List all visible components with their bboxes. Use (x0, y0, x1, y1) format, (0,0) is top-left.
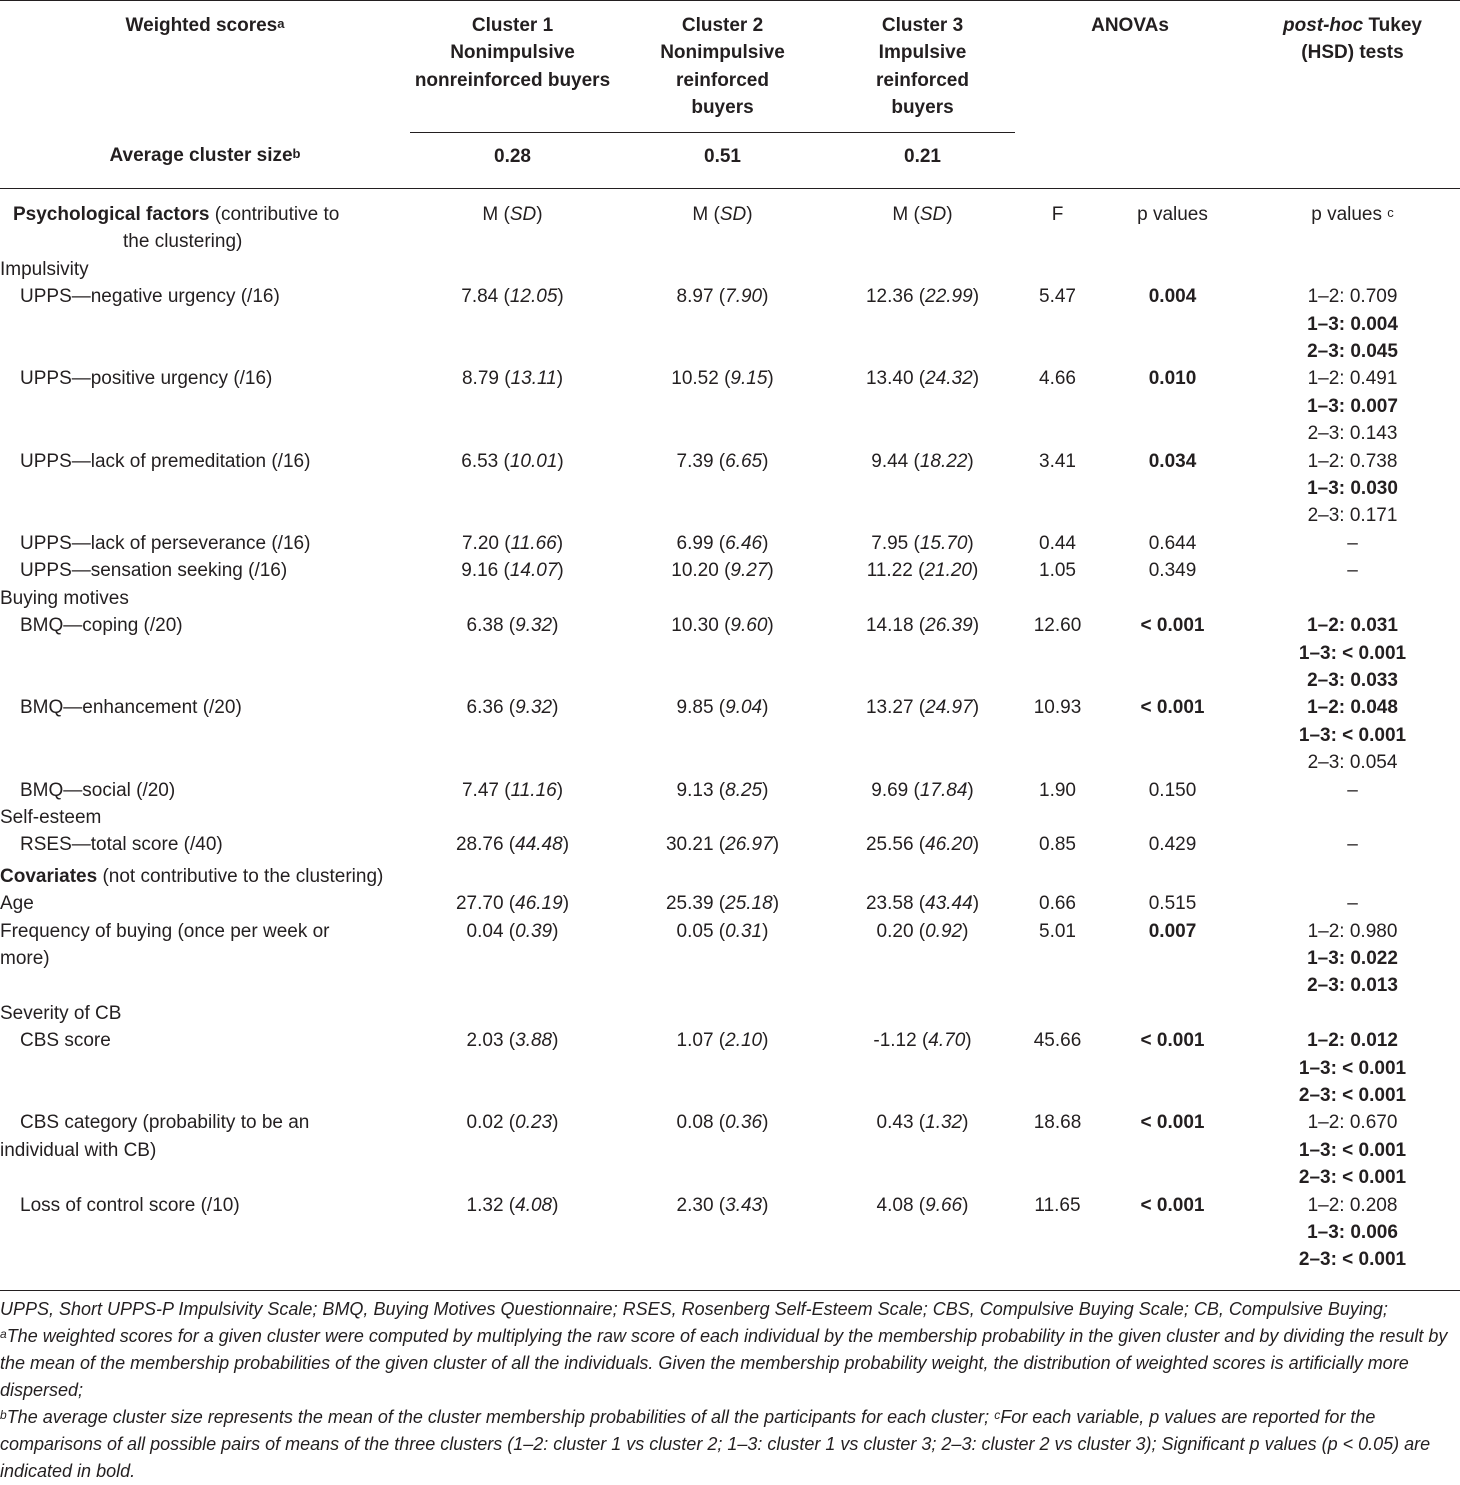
row-label: BMQ—social (/20) (20, 779, 176, 801)
avg-cluster-size-label: Average cluster size (109, 145, 293, 166)
cluster2-value: 7.39 (6.65) (676, 450, 769, 472)
cluster2-value: 10.52 (9.15) (671, 368, 774, 390)
p-value: 0.644 (1148, 532, 1197, 554)
tukey-comparison: – (1347, 560, 1358, 582)
tukey-values (1245, 918, 1460, 1000)
tukey-comparison: 1–2: 0.031 (1307, 615, 1398, 637)
tukey-comparison: 1–2: 0.491 (1307, 368, 1398, 390)
tukey-comparison: 2–3: 0.013 (1307, 975, 1398, 997)
tukey-p-header: p values $^c$ (1311, 204, 1394, 225)
p-value: 0.515 (1148, 893, 1197, 915)
cluster3-value: 9.44 (18.22) (871, 450, 974, 472)
tukey-comparison: 1–2: 0.738 (1307, 450, 1398, 472)
table-row (0, 694, 1460, 776)
tukey-comparison: 1–3: < 0.001 (1298, 1057, 1407, 1079)
cluster2-value: 10.30 (9.60) (671, 615, 774, 637)
tukey-comparison: 1–2: 0.208 (1307, 1194, 1398, 1216)
f-value: 1.90 (1039, 779, 1076, 801)
row-label: BMQ—enhancement (/20) (20, 697, 242, 719)
msd-header-1: M (SD) (482, 204, 543, 225)
posthoc-header: post-hoc Tukey (HSD) tests (1282, 15, 1422, 64)
row-label: Age (0, 893, 34, 915)
cluster2-value: 1.07 (2.10) (676, 1030, 769, 1052)
table-row (0, 612, 1460, 694)
table-row (0, 1027, 1460, 1109)
table-row (0, 557, 1460, 584)
p-value: 0.349 (1148, 560, 1197, 582)
cluster1-value: 7.47 (11.16) (461, 779, 564, 801)
table-row (0, 448, 1460, 530)
footnote-body: $^a$The weighted scores for a given cluster were computed by multiplying the raw score of each individual by the membership probability in the given cluster and by dividing the result by the mean of the membership probabilities of the given cluster of all the individuals. Given the membership probability weight, the distribution of weighted scores is artificially more dispersed; $^b$The average cluster size represents the mean of the cluster membership probabilities of all the participants for each cluster; $^c$For each variable, p values are reported for the comparisons of all possible pairs of means of the three clusters (1–2: cluster 1 vs cluster 2; 1–3: cluster 1 vs cluster 3; 2–3: cluster 2 vs cluster 3); Significant p values (p < 0.05) are indicated in bold. (0, 1326, 1448, 1481)
table-row (0, 365, 1460, 447)
cluster3-value: 4.08 (9.66) (876, 1194, 969, 1216)
cluster3-value: 9.69 (17.84) (871, 779, 974, 801)
cluster3-value: 11.22 (21.20) (866, 560, 979, 582)
section-label: Severity of CB (0, 1002, 122, 1024)
cluster1-value: 1.32 (4.08) (466, 1194, 559, 1216)
row-label: CBS score (20, 1030, 111, 1052)
cluster2-value: 10.20 (9.27) (671, 560, 774, 582)
tukey-comparison: 2–3: 0.054 (1307, 752, 1398, 774)
row-label: RSES—total score (/40) (20, 834, 223, 856)
p-header: p values (1137, 204, 1208, 225)
tukey-comparison: 1–3: < 0.001 (1298, 724, 1407, 746)
tukey-comparison: 1–3: < 0.001 (1298, 1139, 1407, 1161)
tukey-comparison: – (1347, 779, 1358, 801)
p-value: 0.010 (1148, 368, 1197, 390)
cluster1-value: 0.04 (0.39) (466, 920, 559, 942)
tukey-values (1245, 777, 1460, 804)
table-row (0, 918, 1460, 1000)
tukey-comparison: 1–3: 0.006 (1307, 1222, 1398, 1244)
table-row (0, 1192, 1460, 1274)
row-label: CBS category (probability to be an individual with CB) (0, 1112, 310, 1161)
tukey-values (1245, 612, 1460, 694)
tukey-comparison: 2–3: < 0.001 (1298, 1167, 1407, 1189)
tukey-values (1245, 283, 1460, 365)
tukey-comparison: – (1347, 893, 1358, 915)
psych-factors-heading: Psychological factors (contributive to the clustering) (13, 204, 340, 253)
f-value: 12.60 (1033, 615, 1082, 637)
p-value: 0.034 (1148, 450, 1197, 472)
f-value: 0.44 (1039, 532, 1076, 554)
row-label: UPPS—lack of perseverance (/16) (20, 532, 311, 554)
p-value: < 0.001 (1140, 1112, 1205, 1134)
tukey-values (1245, 530, 1460, 557)
tukey-values (1245, 831, 1460, 858)
footnotes (0, 1296, 1460, 1485)
cluster2-value: 0.05 (0.31) (676, 920, 769, 942)
tukey-comparison: 1–2: 0.980 (1307, 920, 1398, 942)
tukey-comparison: 1–2: 0.709 (1307, 286, 1398, 308)
p-value: 0.150 (1148, 779, 1197, 801)
avg-cluster3: 0.21 (830, 132, 1015, 189)
tukey-values (1245, 365, 1460, 447)
cluster3-value: 13.27 (24.97) (865, 697, 980, 719)
cluster3-value: 14.18 (26.39) (865, 615, 980, 637)
covariates-heading-row (0, 859, 1460, 890)
f-value: 3.41 (1039, 450, 1076, 472)
cluster1-header: Cluster 1 Nonimpulsive nonreinforced buyers (410, 0, 615, 132)
cluster1-value: 27.70 (46.19) (455, 893, 570, 915)
tukey-comparison: 1–3: 0.007 (1307, 395, 1398, 417)
section-row (0, 804, 1460, 831)
footnote-a-marker: a (277, 16, 285, 31)
f-value: 0.66 (1039, 893, 1076, 915)
cluster3-value: -1.12 (4.70) (873, 1030, 972, 1052)
cluster2-value: 6.99 (6.46) (676, 532, 769, 554)
tukey-comparison: 2–3: 0.045 (1307, 341, 1398, 363)
f-value: 5.47 (1039, 286, 1076, 308)
tukey-comparison: 1–2: 0.670 (1307, 1112, 1398, 1134)
f-value: 45.66 (1033, 1030, 1082, 1052)
cluster3-value: 0.20 (0.92) (876, 920, 969, 942)
cluster1-value: 6.38 (9.32) (466, 615, 559, 637)
row-label: Loss of control score (/10) (20, 1194, 240, 1216)
tukey-comparison: 1–3: < 0.001 (1298, 642, 1407, 664)
avg-cluster-size-row: Average cluster size$^b$ 0.28 0.51 0.21 (0, 132, 1460, 189)
cluster1-value: 28.76 (44.48) (455, 834, 570, 856)
tukey-comparison: 2–3: 0.171 (1307, 505, 1398, 527)
tukey-values (1245, 1192, 1460, 1274)
table-row (0, 530, 1460, 557)
f-header: F (1051, 204, 1064, 225)
tukey-comparison: 1–2: 0.012 (1307, 1030, 1398, 1052)
tukey-values (1245, 1109, 1460, 1191)
table-row (0, 283, 1460, 365)
cluster2-value: 30.21 (26.97) (665, 834, 780, 856)
p-value: 0.429 (1148, 834, 1197, 856)
table-row (0, 831, 1460, 858)
p-value: < 0.001 (1140, 1194, 1205, 1216)
msd-header-3: M (SD) (892, 204, 953, 225)
cluster3-value: 23.58 (43.44) (865, 893, 980, 915)
table-row (0, 777, 1460, 804)
row-label: UPPS—sensation seeking (/16) (20, 560, 288, 582)
tukey-comparison: 1–3: 0.004 (1307, 313, 1398, 335)
f-value: 10.93 (1033, 697, 1082, 719)
p-value: 0.007 (1148, 920, 1197, 942)
cluster2-header: Cluster 2 Nonimpulsive reinforced buyers (615, 0, 830, 132)
cluster2-value: 0.08 (0.36) (676, 1112, 769, 1134)
weighted-scores-header: Weighted scores (125, 15, 278, 36)
section-label: Self-esteem (0, 806, 102, 828)
cluster1-value: 6.53 (10.01) (461, 450, 564, 472)
tukey-comparison: 1–2: 0.048 (1307, 697, 1398, 719)
tukey-comparison: 1–3: 0.030 (1307, 478, 1398, 500)
section-label: Buying motives (0, 587, 129, 609)
cluster3-value: 12.36 (22.99) (865, 286, 980, 308)
cluster2-value: 2.30 (3.43) (676, 1194, 769, 1216)
f-value: 1.05 (1039, 560, 1076, 582)
tukey-values (1245, 1027, 1460, 1109)
f-value: 5.01 (1039, 920, 1076, 942)
cluster1-value: 2.03 (3.88) (466, 1030, 559, 1052)
tukey-values (1245, 890, 1460, 917)
p-value: < 0.001 (1140, 697, 1205, 719)
section-row (0, 1000, 1460, 1027)
cluster3-value: 7.95 (15.70) (871, 532, 974, 554)
cluster2-value: 9.13 (8.25) (676, 779, 769, 801)
cluster1-value: 7.84 (12.05) (461, 286, 564, 308)
anovas-header: ANOVAs (1091, 15, 1169, 36)
covariates-heading: Covariates (not contributive to the clustering) (0, 865, 384, 887)
table-row (0, 1109, 1460, 1191)
tukey-values (1245, 694, 1460, 776)
f-value: 4.66 (1039, 368, 1076, 390)
tukey-comparison: 2–3: 0.033 (1307, 669, 1398, 691)
tukey-comparison: 2–3: < 0.001 (1298, 1249, 1407, 1271)
section-row (0, 585, 1460, 612)
row-label: Frequency of buying (once per week or more) (0, 920, 330, 969)
p-value: < 0.001 (1140, 615, 1205, 637)
cluster3-value: 0.43 (1.32) (876, 1112, 969, 1134)
section-row (0, 256, 1460, 283)
tukey-comparison: – (1347, 834, 1358, 856)
table-row (0, 890, 1460, 917)
footnote-abbrev: UPPS, Short UPPS-P Impulsivity Scale; BMQ, Buying Motives Questionnaire; RSES, Rosenberg Self-Esteem Scale; CBS, Compulsive Buying Scale; CB, Compulsive Buying; (0, 1299, 1388, 1319)
row-label: BMQ—coping (/20) (20, 615, 183, 637)
p-value: 0.004 (1148, 286, 1197, 308)
f-value: 18.68 (1033, 1112, 1082, 1134)
cluster2-value: 9.85 (9.04) (676, 697, 769, 719)
tukey-values (1245, 557, 1460, 584)
cluster3-value: 25.56 (46.20) (865, 834, 980, 856)
avg-cluster1: 0.28 (410, 132, 615, 189)
cluster1-value: 9.16 (14.07) (461, 560, 564, 582)
avg-cluster2: 0.51 (615, 132, 830, 189)
tukey-values (1245, 448, 1460, 530)
subheader-row (0, 189, 1460, 256)
cluster3-value: 13.40 (24.32) (865, 368, 980, 390)
cluster1-value: 7.20 (11.66) (461, 532, 564, 554)
row-label: UPPS—negative urgency (/16) (20, 286, 280, 308)
bottom-rule (0, 1290, 1460, 1291)
cluster2-value: 25.39 (25.18) (665, 893, 780, 915)
cluster3-header: Cluster 3 Impulsive reinforced buyers (830, 0, 1015, 132)
p-value: < 0.001 (1140, 1030, 1205, 1052)
tukey-comparison: 1–3: 0.022 (1307, 947, 1398, 969)
tukey-comparison: 2–3: < 0.001 (1298, 1085, 1407, 1106)
cluster1-value: 6.36 (9.32) (466, 697, 559, 719)
section-label: Impulsivity (0, 258, 89, 280)
f-value: 0.85 (1039, 834, 1076, 856)
tukey-comparison: 2–3: 0.143 (1307, 423, 1398, 445)
row-label: UPPS—lack of premeditation (/16) (20, 450, 311, 472)
cluster1-value: 0.02 (0.23) (466, 1112, 559, 1134)
tukey-comparison: – (1347, 532, 1358, 554)
header-row (0, 0, 1460, 132)
row-label: UPPS—positive urgency (/16) (20, 368, 273, 390)
cluster2-value: 8.97 (7.90) (676, 286, 769, 308)
cluster1-value: 8.79 (13.11) (461, 368, 564, 390)
f-value: 11.65 (1034, 1194, 1081, 1216)
msd-header-2: M (SD) (692, 204, 753, 225)
